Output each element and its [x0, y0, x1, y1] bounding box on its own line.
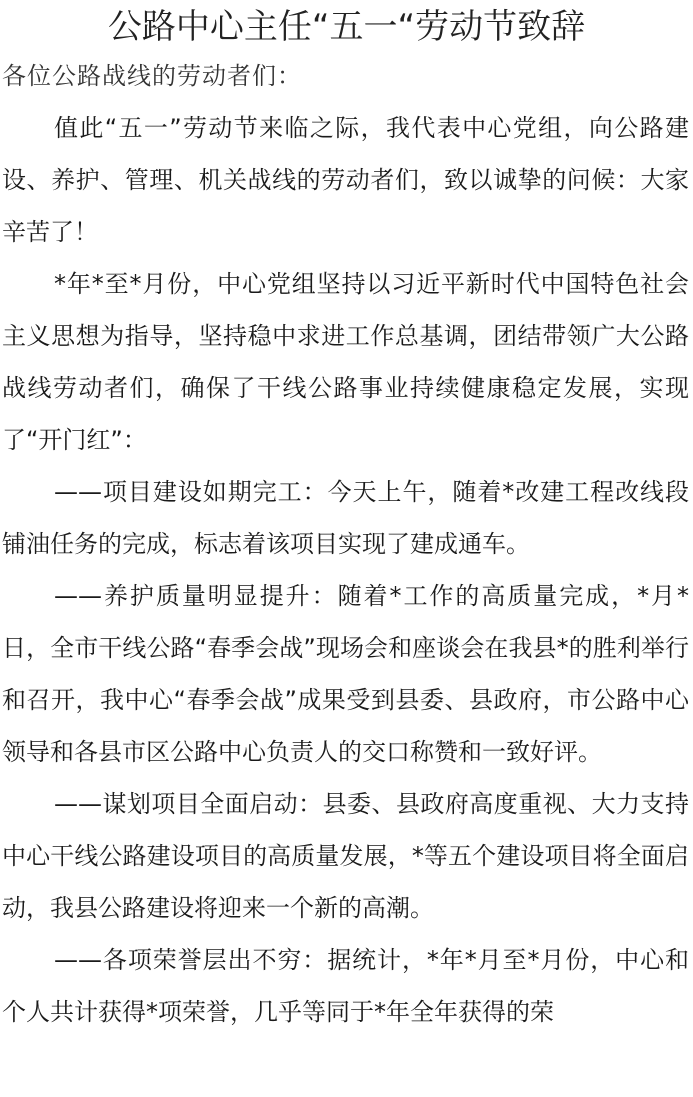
salutation: 各位公路战线的劳动者们：: [2, 62, 302, 90]
paragraph-project-completion: ——项目建设如期完工：今天上午，随着*改建工程改线段铺油任务的完成，标志着该项目实现了建成通车。: [2, 478, 689, 558]
paragraph-summary: *年*至*月份，中心党组坚持以习近平新时代中国特色社会主义思想为指导，坚持稳中求进工作总基调，团结带领广大公路战线劳动者们，确保了干线公路事业持续健康稳定发展，实现了“开门红”：: [2, 270, 689, 454]
document-title: 公路中心主任“五一“劳动节致辞: [107, 7, 586, 47]
paragraph-greeting: 值此“五一”劳动节来临之际，我代表中心党组，向公路建设、养护、管理、机关战线的劳动者们，致以诚挚的问候：大家辛苦了！: [2, 114, 689, 246]
paragraph-planned-projects: ——谋划项目全面启动：县委、县政府高度重视、大力支持中心干线公路建设项目的高质量发展，*等五个建设项目将全面启动，我县公路建设将迎来一个新的高潮。: [2, 790, 689, 922]
paragraph-honors: ——各项荣誉层出不穷：据统计，*年*月至*月份，中心和个人共计获得*项荣誉，几乎等同于*年全年获得的荣: [2, 946, 689, 1026]
paragraph-maintenance-quality: ——养护质量明显提升：随着*工作的高质量完成，*月*日，全市干线公路“春季会战”现场会和座谈会在我县*的胜利举行和召开，我中心“春季会战”成果受到县委、县政府，市公路中心领导和各县市区公路中心负责人的交口称赞和一致好评。: [2, 582, 689, 766]
